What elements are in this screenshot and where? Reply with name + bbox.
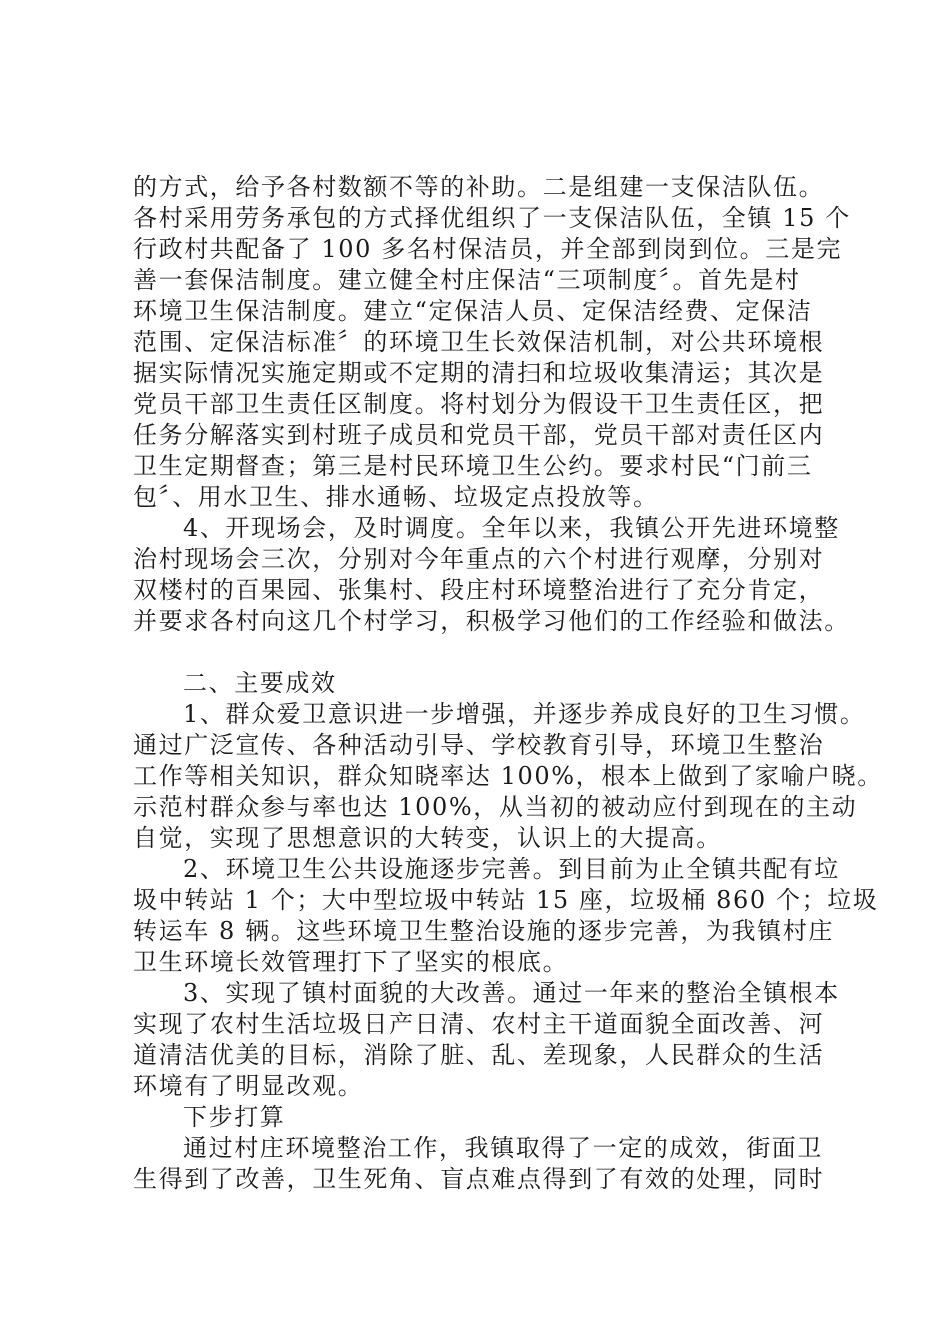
section-heading: 二、主要成效 xyxy=(183,669,337,697)
text-line: 治村现场会三次，分别对今年重点的六个村进行观摩，分别对 xyxy=(133,545,825,573)
document-body xyxy=(133,172,883,1195)
text-line: 善一套保洁制度。建立健全村庄保洁“三项制度〞。首先是村 xyxy=(133,266,801,294)
paragraph-start: 4、开现场会，及时调度。全年以来，我镇公开先进环境整 xyxy=(183,514,840,542)
text-line: 工作等相关知识，群众知晓率达 100%，根本上做到了家喻户晓。 xyxy=(133,762,883,790)
paragraph-start: 3、实现了镇村面貌的大改善。通过一年来的整治全镇根本 xyxy=(183,979,840,1007)
paragraph-start: 1、群众爱卫意识进一步增强，并逐步养成良好的卫生习惯。 xyxy=(183,700,866,728)
text-line: 双楼村的百果园、张集村、段庄村环境整治进行了充分肯定， xyxy=(133,576,825,604)
text-line: 的方式，给予各村数额不等的补助。二是组建一支保洁队伍。 xyxy=(133,173,825,201)
text-line: 生得到了改善，卫生死角、盲点难点得到了有效的处理，同时 xyxy=(133,1165,825,1193)
text-line: 卫生环境长效管理打下了坚实的根底。 xyxy=(133,948,569,976)
text-line: 包〞、用水卫生、排水通畅、垃圾定点投放等。 xyxy=(133,483,659,511)
paragraph-gap xyxy=(133,637,833,668)
text-line: 环境卫生保洁制度。建立“定保洁人员、定保洁经费、定保洁 xyxy=(133,297,813,325)
text-line: 通过广泛宣传、各种活动引导、学校教育引导，环境卫生整治 xyxy=(133,731,825,759)
text-line: 圾中转站 1 个；大中型垃圾中转站 15 座，垃圾桶 860 个；垃圾 xyxy=(133,886,879,914)
text-line: 行政村共配备了 100 多名村保洁员，并全部到岗到位。三是完 xyxy=(133,235,843,263)
paragraph-start: 2、环境卫生公共设施逐步完善。到目前为止全镇共配有垃 xyxy=(183,855,840,883)
text-line: 转运车 8 辆。这些环境卫生整治设施的逐步完善，为我镇村庄 xyxy=(133,917,834,945)
text-line: 并要求各村向这几个村学习，积极学习他们的工作经验和做法。 xyxy=(133,607,850,635)
section-heading: 下步打算 xyxy=(183,1103,286,1131)
text-line: 范围、定保洁标准〞的环境卫生长效保洁机制，对公共环境根 xyxy=(133,328,825,356)
text-line: 党员干部卫生责任区制度。将村划分为假设干卫生责任区，把 xyxy=(133,390,825,418)
text-line: 实现了农村生活垃圾日产日清、农村主干道面貌全面改善、河 xyxy=(133,1010,825,1038)
text-line: 环境有了明显改观。 xyxy=(133,1072,364,1100)
text-line: 卫生定期督查；第三是村民环境卫生公约。要求村民“门前三 xyxy=(133,452,813,480)
text-line: 各村采用劳务承包的方式择优组织了一支保洁队伍，全镇 15 个 xyxy=(133,204,851,232)
text-line: 自觉，实现了思想意识的大转变，认识上的大提高。 xyxy=(133,824,722,852)
text-line: 道清洁优美的目标，消除了脏、乱、差现象，人民群众的生活 xyxy=(133,1041,825,1069)
text-line: 示范村群众参与率也达 100%，从当初的被动应付到现在的主动 xyxy=(133,793,858,821)
text-line: 据实际情况实施定期或不定期的清扫和垃圾收集清运；其次是 xyxy=(133,359,825,387)
paragraph-start: 通过村庄环境整治工作，我镇取得了一定的成效，街面卫 xyxy=(183,1134,823,1162)
text-line: 任务分解落实到村班子成员和党员干部，党员干部对责任区内 xyxy=(133,421,825,449)
